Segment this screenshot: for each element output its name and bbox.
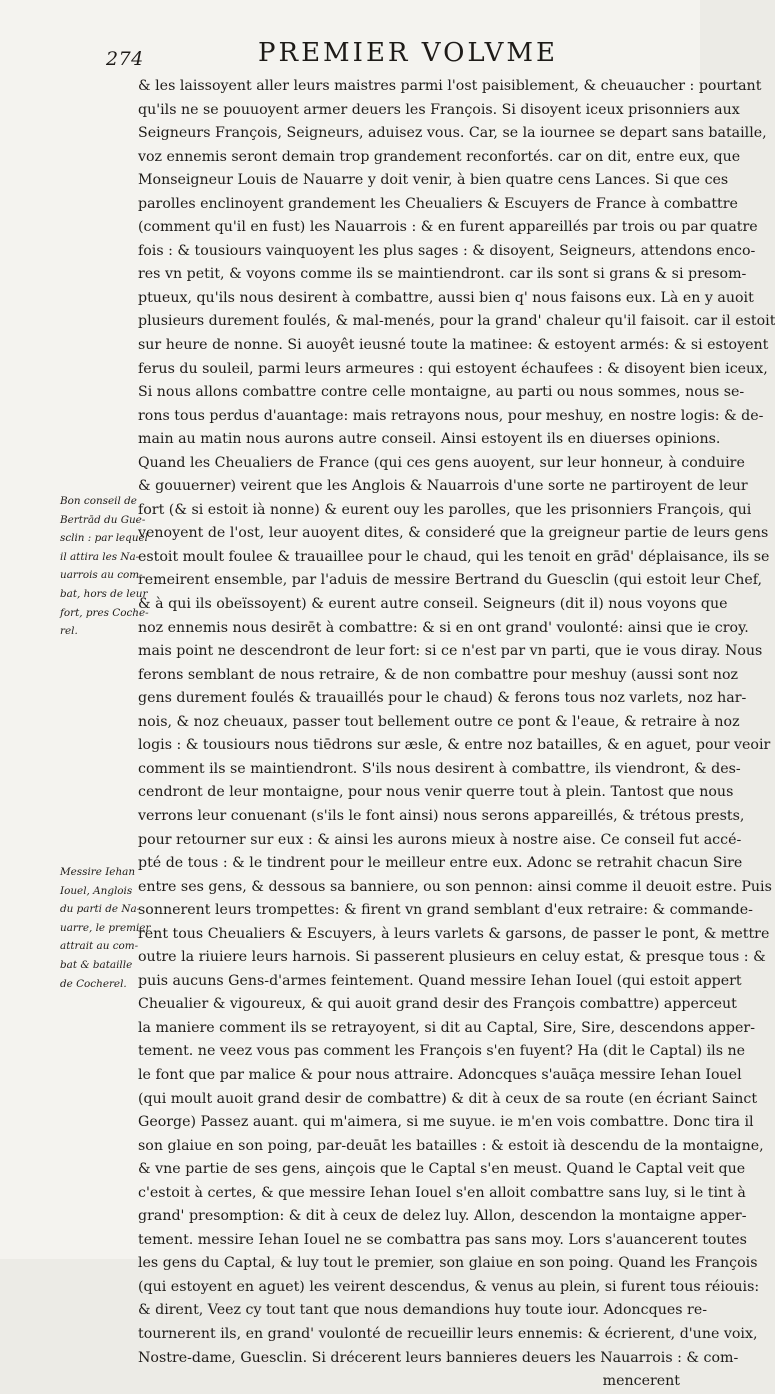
page-number: 274 xyxy=(106,48,144,70)
body-text xyxy=(138,75,775,1394)
text-line: Seigneurs François, Seigneurs, aduisez vous. Car, se la iournee se depart sans bataille, xyxy=(138,125,767,142)
margin-note-line: sclin : par lequel xyxy=(60,532,149,545)
text-line: nois, & noz cheuaux, passer tout bellement outre ce pont & l'eaue, & retraire à noz xyxy=(138,713,740,730)
text-line: ferus du souleil, parmi leurs armeures : qui estoyent échaufees : & disoyent bien iceux, xyxy=(138,360,768,377)
text-line: comment ils se maintiendront. S'ils nous desirent à combattre, ils viendront, & des- xyxy=(138,760,741,777)
text-line: main au matin nous aurons autre conseil. Ainsi estoyent ils en diuerses opinions. xyxy=(138,431,721,448)
text-line: ptueux, qu'ils nous desirent à combattre, aussi bien q' nous faisons eux. Là en y auoit xyxy=(138,289,754,306)
text-line: George) Passez auant. qui m'aimera, si me suyue. ie m'en vois combattre. Donc tira il xyxy=(138,1114,754,1131)
text-line: Cheualier & vigoureux, & qui auoit grand desir des François combattre) apperceut xyxy=(138,996,737,1013)
margin-note-line: Iouel, Anglois xyxy=(60,884,133,897)
text-line: & à qui ils obeïssoyent) & eurent autre conseil. Seigneurs (dit il) nous voyons que xyxy=(138,596,728,613)
text-line: sonnerent leurs trompettes: & firent vn grand semblant d'eux retraire: & commande- xyxy=(138,902,753,919)
margin-note-line: du parti de Na- xyxy=(60,903,141,916)
text-line: puis aucuns Gens-d'armes feintement. Quand messire Iehan Iouel (qui estoit appert xyxy=(138,972,742,989)
text-line: son glaiue en son poing, par-deuāt les batailles : & estoit ià descendu de la montaigne, xyxy=(138,1137,764,1154)
text-line: & gouuerner) veirent que les Anglois & Nauarrois d'une sorte ne partiroyent de leur xyxy=(138,478,748,495)
margin-note-line: Bertrād du Gue- xyxy=(60,513,146,526)
text-line: tement. messire Iehan Iouel ne se combattra pas sans moy. Lors s'auancerent toutes xyxy=(138,1231,747,1248)
text-line: cendront de leur montaigne, pour nous venir querre tout à plein. Tantost que nous xyxy=(138,784,734,801)
text-line: plusieurs durement foulés, & mal-menés, pour la grand' chaleur qu'il faisoit. car il estoit xyxy=(138,313,775,330)
text-line: outre la riuiere leurs harnois. Si passerent plusieurs en celuy estat, & presque tous : & xyxy=(138,949,766,966)
text-line: mais point ne descendront de leur fort: si ce n'est par vn parti, que ie vous diray. Nous xyxy=(138,643,763,660)
text-line: verrons leur conuenant (s'ils le font ainsi) nous serons appareillés, & trétous prests, xyxy=(138,807,745,824)
text-line: la maniere comment ils se retrayoyent, si dit au Captal, Sire, Sire, descendons apper- xyxy=(138,1019,755,1036)
text-line: & dirent, Veez cy tout tant que nous demandions huy toute iour. Adoncques re- xyxy=(138,1302,708,1319)
catchword: mencerent xyxy=(602,1373,680,1390)
text-line: le font que par malice & pour nous attraire. Adoncques s'auāça messire Iehan Iouel xyxy=(138,1066,742,1083)
text-line: & les laissoyent aller leurs maistres parmi l'ost paisiblement, & cheuaucher : pourtant xyxy=(138,78,762,94)
text-line: fois : & tousiours vainquoyent les plus sages : & disoyent, Seigneurs, attendons enco- xyxy=(138,242,756,259)
text-line: pté de tous : & le tindrent pour le meilleur entre eux. Adonc se retrahit chacun Sire xyxy=(138,855,743,872)
text-line: res vn petit, & voyons comme ils se maintiendront. car ils sont si grans & si presom- xyxy=(138,266,747,283)
text-line: les gens du Captal, & luy tout le premier, son glaiue en son poing. Quand les François xyxy=(138,1255,758,1272)
text-line: entre ses gens, & dessous sa banniere, ou son pennon: ainsi comme il deuoit estre. Puis xyxy=(138,878,772,895)
text-line: voz ennemis seront demain trop grandement reconfortés. car on dit, entre eux, que xyxy=(138,148,741,165)
text-line: gens durement foulés & trauaillés pour le chaud) & ferons tous noz varlets, noz har- xyxy=(138,690,747,707)
margin-note-guesclin xyxy=(60,492,149,641)
text-line: qu'ils ne se pouuoyent armer deuers les François. Si disoyent iceux prisonniers aux xyxy=(138,101,740,118)
text-line: noz ennemis nous desirēt à combattre: & si en ont grand' voulonté: ainsi que ie croy. xyxy=(138,619,749,636)
margin-note-line: fort, pres Coche- xyxy=(60,606,149,619)
text-line: Quand les Cheualiers de France (qui ces gens auoyent, sur leur honneur, à conduire xyxy=(138,454,745,471)
text-line: (comment qu'il en fust) les Nauarrois : & en furent appareillés par trois ou par quatre xyxy=(138,219,758,236)
text-line: estoit moult foulee & trauaillee pour le chaud, qui les tenoit en grād' déplaisance, ils se xyxy=(138,548,770,565)
margin-note-iouel xyxy=(60,863,151,993)
margin-note-line: de Cocherel. xyxy=(60,977,127,990)
text-line: rent tous Cheualiers & Escuyers, à leurs varlets & garsons, de passer le pont, & mettre xyxy=(138,925,770,942)
text-line: c'estoit à certes, & que messire Iehan Iouel s'en alloit combattre sans luy, si le tint à xyxy=(138,1184,746,1201)
text-line: ferons semblant de nous retraire, & de non combattre pour meshuy (aussi sont noz xyxy=(138,666,738,683)
margin-note-line: uarre, le premier xyxy=(60,921,151,934)
margin-note-line: il attira les Na- xyxy=(60,550,140,563)
margin-note-line: uarrois au com- xyxy=(60,569,143,582)
margin-note-line: bat & bataille xyxy=(60,958,133,971)
text-line: tournerent ils, en grand' voulonté de recueillir leurs ennemis: & écrierent, d'une voix, xyxy=(138,1325,758,1342)
text-line: fort (& si estoit ià nonne) & eurent ouy les parolles, que les prisonniers François, qui xyxy=(138,501,752,518)
text-line: remeirent ensemble, par l'aduis de messire Bertrand du Guesclin (qui estoit leur Chef, xyxy=(138,572,762,589)
margin-note-line: bat, hors de leur xyxy=(60,587,148,600)
text-line: Monseigneur Louis de Nauarre y doit venir, à bien quatre cens Lances. Si que ces xyxy=(138,172,729,189)
text-line: Si nous allons combattre contre celle montaigne, au parti ou nous sommes, nous se- xyxy=(138,384,745,401)
text-line: venoyent de l'ost, leur auoyent dites, & consideré que la greigneur partie de leurs gens xyxy=(138,525,769,542)
text-line: parolles enclinoyent grandement les Cheualiers & Escuyers de France à combattre xyxy=(138,195,738,212)
text-line: (qui estoyent en aguet) les veirent descendus, & venus au plein, si furent tous réiouis: xyxy=(138,1278,760,1295)
margin-note-line: attrait au com- xyxy=(60,940,139,953)
text-line: & vne partie de ses gens, ainçois que le Captal s'en meust. Quand le Captal veit que xyxy=(138,1161,746,1178)
text-line: Nostre-dame, Guesclin. Si drécerent leurs bannieres deuers les Nauarrois : & com- xyxy=(138,1349,739,1366)
text-line: rons tous perdus d'auantage: mais retrayons nous, pour meshuy, en nostre logis: & de- xyxy=(138,407,764,424)
text-line: logis : & tousiours nous tiēdrons sur æsle, & entre noz batailles, & en aguet, pour veoir xyxy=(138,737,771,754)
text-line: grand' presomption: & dit à ceux de delez luy. Allon, descendon la montaigne apper- xyxy=(138,1208,747,1225)
text-line: tement. ne veez vous pas comment les François s'en fuyent? Ha (dit le Captal) ils ne xyxy=(138,1043,746,1060)
text-line: pour retourner sur eux : & ainsi les aurons mieux à nostre aise. Ce conseil fut accé- xyxy=(138,831,742,848)
margin-note-line: Bon conseil de xyxy=(60,495,137,507)
margin-note-line: rel. xyxy=(60,625,78,638)
text-line: sur heure de nonne. Si auoyêt ieusné toute la matinee: & estoyent armés: & si estoyent xyxy=(138,337,769,354)
text-line: (qui moult auoit grand desir de combattre) & dit à ceux de sa route (en écriant Sainct xyxy=(138,1090,758,1107)
running-title: PREMIER VOLVME xyxy=(258,38,558,68)
margin-note-line: Messire Iehan xyxy=(60,866,136,878)
